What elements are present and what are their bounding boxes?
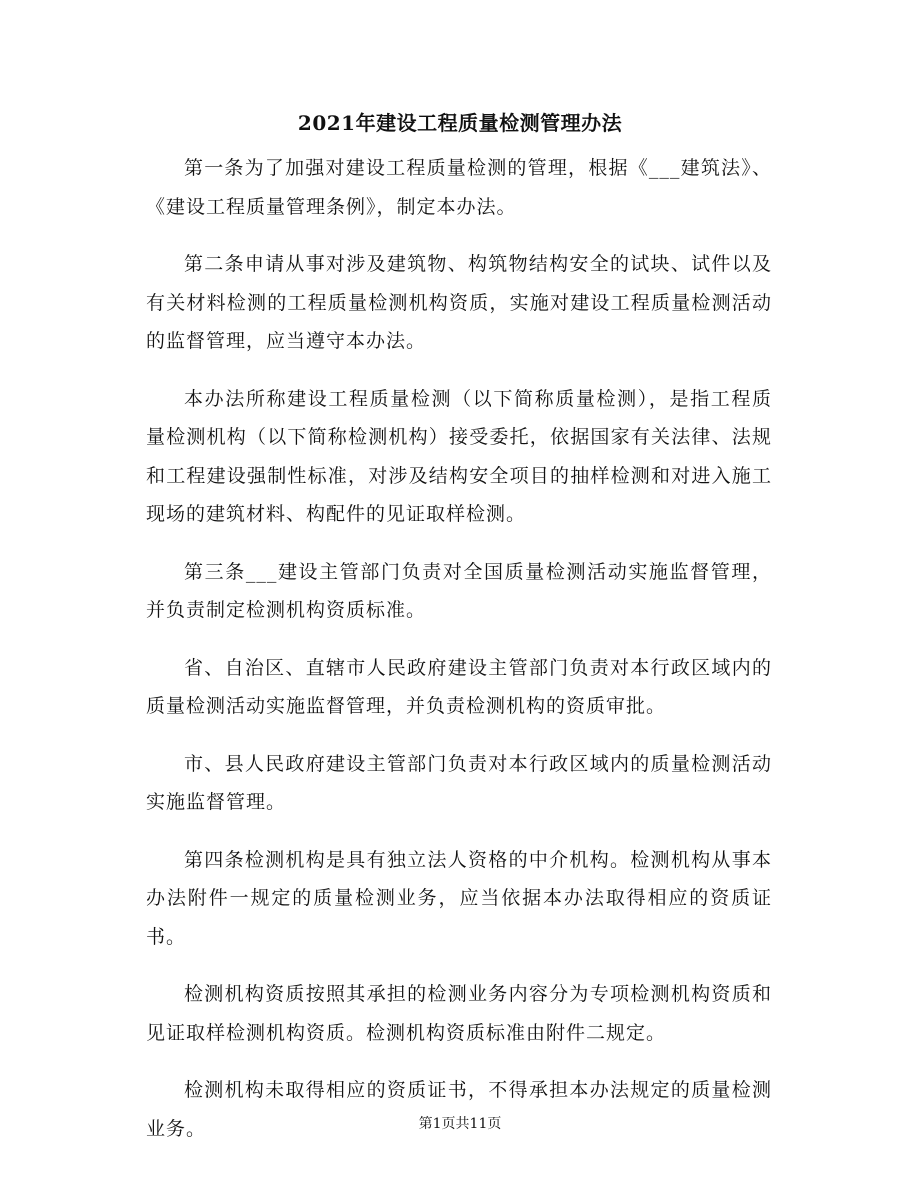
page-number-footer: 第1页共11页 [418, 1116, 502, 1132]
paragraph-qualification-types: 检测机构资质按照其承担的检测业务内容分为专项检测机构资质和见证取样检测机构资质。检测机构资质标准由附件二规定。 [146, 983, 772, 1044]
paragraph-city-county-authority: 市、县人民政府建设主管部门负责对本行政区域内的质量检测活动实施监督管理。 [146, 752, 772, 813]
paragraph-qualification-requirement: 检测机构未取得相应的资质证书，不得承担本办法规定的质量检测业务。 [146, 1079, 772, 1140]
paragraph-article-1: 第一条为了加强对建设工程质量检测的管理，根据《___建筑法》、《建设工程质量管理条例》，制定本办法。 [146, 157, 772, 218]
paragraph-article-3: 第三条___建设主管部门负责对全国质量检测活动实施监督管理，并负责制定检测机构资质标准。 [146, 560, 772, 621]
paragraph-definition: 本办法所称建设工程质量检测（以下简称质量检测），是指工程质量检测机构（以下简称检测机构）接受委托，依据国家有关法律、法规和工程建设强制性标准，对涉及结构安全项目的抽样检测和对进入施工现场的建筑材料、构配件的见证取样检测。 [146, 387, 772, 525]
paragraph-article-2: 第二条申请从事对涉及建筑物、构筑物结构安全的试块、试件以及有关材料检测的工程质量检测机构资质，实施对建设工程质量检测活动的监督管理，应当遵守本办法。 [146, 253, 772, 352]
document-title: 2021年建设工程质量检测管理办法 [297, 111, 623, 135]
paragraph-provincial-authority: 省、自治区、直辖市人民政府建设主管部门负责对本行政区域内的质量检测活动实施监督管理，并负责检测机构的资质审批。 [146, 656, 772, 717]
paragraph-article-4: 第四条检测机构是具有独立法人资格的中介机构。检测机构从事本办法附件一规定的质量检测业务，应当依据本办法取得相应的资质证书。 [146, 848, 772, 948]
document-body [146, 149, 772, 1167]
